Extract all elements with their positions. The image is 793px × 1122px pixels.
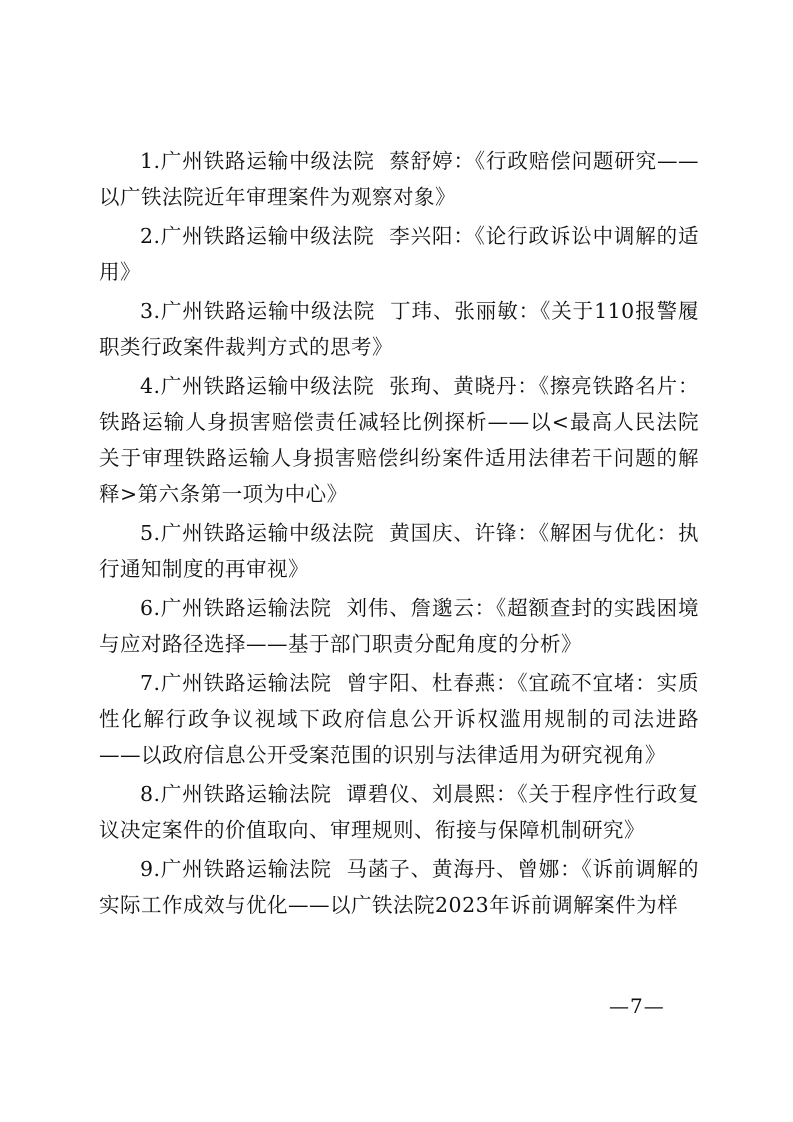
entry-text: 4.广州铁路运输中级法院 张珣、黄晓丹：《擦亮铁路名片：铁路运输人身损害赔偿责任减轻比例探析——以<最高人民法院关于审理铁路运输人身损害赔偿纠纷案件适用法律若干问题的解释>第六条第一项为中心》	[99, 374, 699, 506]
entry-text: 8.广州铁路运输法院 谭碧仪、刘晨熙：《关于程序性行政复议决定案件的价值取向、审理规则、衔接与保障机制研究》	[99, 782, 699, 842]
entry-text: 6.广州铁路运输法院 刘伟、詹邈云：《超额查封的实践困境与应对路径选择——基于部门职责分配角度的分析》	[99, 596, 699, 656]
list-item	[99, 368, 699, 512]
list-item	[99, 590, 699, 662]
list-item	[99, 776, 699, 848]
entry-text: 2.广州铁路运输中级法院 李兴阳：《论行政诉讼中调解的适用》	[99, 224, 699, 284]
entry-text: 1.广州铁路运输中级法院 蔡舒婷：《行政赔偿问题研究——以广铁法院近年审理案件为观察对象》	[99, 149, 699, 209]
list-item	[99, 665, 699, 773]
list-item	[99, 293, 699, 365]
paper-list	[99, 143, 699, 926]
list-item	[99, 851, 699, 923]
entry-text: 3.广州铁路运输中级法院 丁玮、张丽敏：《关于110报警履职类行政案件裁判方式的思考》	[99, 299, 699, 359]
list-item	[99, 143, 699, 215]
entry-text: 9.广州铁路运输法院 马菡子、黄海丹、曾娜：《诉前调解的实际工作成效与优化——以广铁法院2023年诉前调解案件为样	[99, 857, 699, 917]
entry-text: 7.广州铁路运输法院 曾宇阳、杜春燕：《宜疏不宜堵：实质性化解行政争议视域下政府信息公开诉权滥用规制的司法进路——以政府信息公开受案范围的识别与法律适用为研究视角》	[99, 671, 699, 767]
list-item	[99, 218, 699, 290]
page-number: —7—	[609, 994, 665, 1018]
entry-text: 5.广州铁路运输中级法院 黄国庆、许锋：《解困与优化：执行通知制度的再审视》	[99, 521, 699, 581]
list-item	[99, 515, 699, 587]
